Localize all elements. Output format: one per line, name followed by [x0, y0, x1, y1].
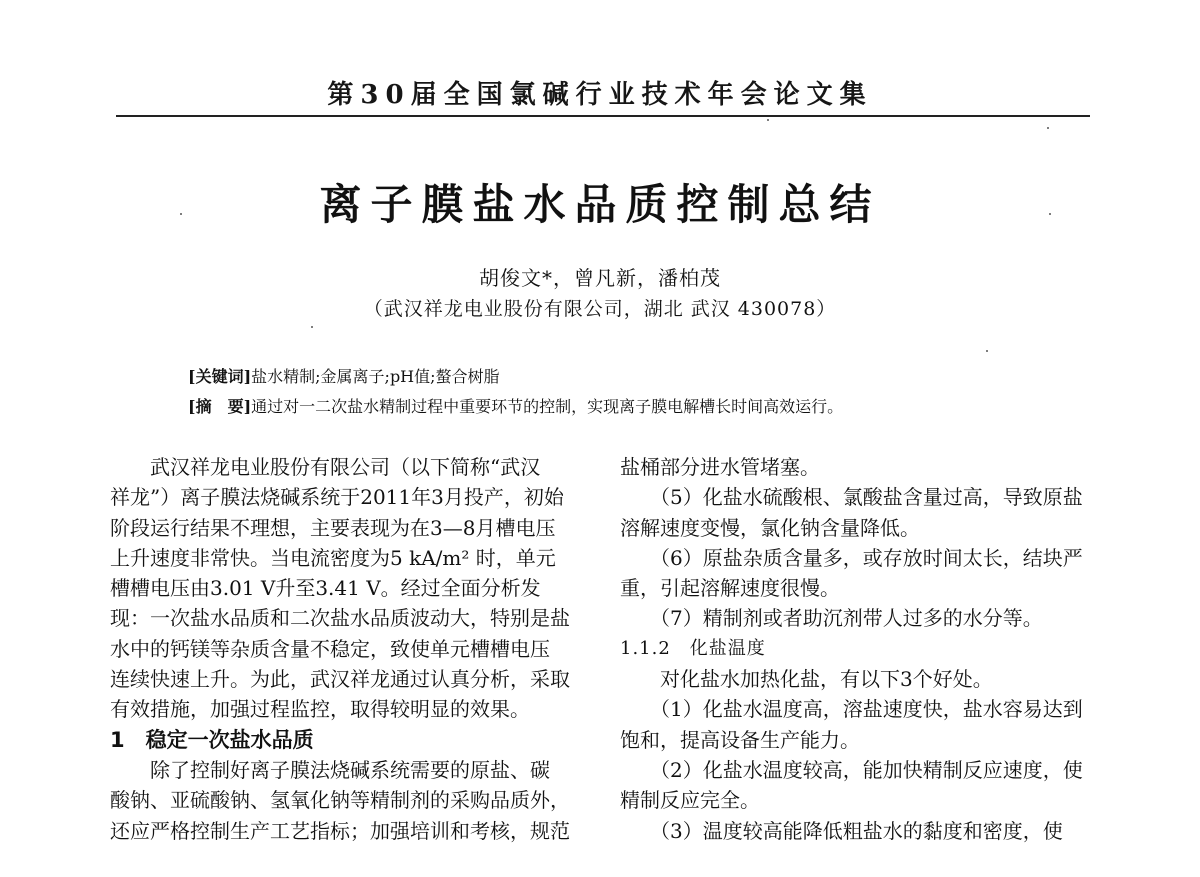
body-line: 阶段运行结果不理想，主要表现为在3—8月槽电压: [110, 515, 556, 540]
keywords-text: 盐水精制;金属离子;pH值;螯合树脂: [251, 367, 500, 386]
body-line: 祥龙”）离子膜法烧碱系统于2011年3月投产，初始: [110, 485, 564, 510]
body-line: 精制反应完全。: [620, 788, 760, 813]
right-column: [620, 452, 1100, 846]
body-line: （3）温度较高能降低粗盐水的黏度和密度，使: [620, 818, 1063, 843]
subsection-heading: 1.1.2 化盐温度: [620, 637, 766, 659]
body-line: （7）精制剂或者助沉剂带人过多的水分等。: [620, 606, 1043, 631]
body-line: （1）化盐水温度高，溶盐速度快，盐水容易达到: [620, 697, 1083, 722]
body-line: 有效措施，加强过程监控，取得较明显的效果。: [110, 697, 530, 722]
scan-speck: [311, 326, 313, 328]
body-line: （2）化盐水温度较高，能加快精制反应速度，使: [620, 757, 1083, 782]
header-divider: [116, 115, 1090, 117]
left-column: [110, 452, 588, 846]
body-line: 还应严格控制生产工艺指标；加强培训和考核，规范: [110, 818, 570, 843]
body-line: （5）化盐水硫酸根、氯酸盐含量过高，导致原盐: [620, 485, 1083, 510]
body-line: 酸钠、亚硫酸钠、氢氧化钠等精制剂的采购品质外，: [110, 788, 570, 813]
body-line: （6）原盐杂质含量多，或存放时间太长，结块严: [620, 545, 1083, 570]
body-line: 槽槽电压由3.01 V升至3.41 V。经过全面分析发: [110, 576, 541, 601]
body-line: 连续快速上升。为此，武汉祥龙通过认真分析，采取: [110, 667, 570, 692]
body-line: 对化盐水加热化盐，有以下3个好处。: [620, 667, 993, 692]
section-heading: 1 稳定一次盐水品质: [110, 727, 314, 752]
keywords-line: [188, 364, 500, 387]
keywords-tag: [关键词]: [188, 367, 252, 386]
body-line: 上升速度非常快。当电流密度为5 kA/m² 时，单元: [110, 545, 556, 570]
proceedings-header: 第30届全国氯碱行业技术年会论文集: [327, 80, 873, 110]
abstract-tag: [摘 要]: [188, 397, 252, 416]
scan-speck: [1047, 127, 1049, 129]
scan-speck: [986, 350, 988, 352]
abstract-text: 通过对一二次盐水精制过程中重要环节的控制，实现离子膜电解槽长时间高效运行。: [251, 397, 844, 416]
paper-title: 离子膜盐水品质控制总结: [319, 180, 881, 229]
body-line: 除了控制好离子膜法烧碱系统需要的原盐、碳: [110, 757, 550, 782]
body-line: 现：一次盐水品质和二次盐水品质波动大，特别是盐: [110, 606, 570, 631]
body-line: 饱和，提高设备生产能力。: [620, 727, 860, 752]
affiliation: （武汉祥龙电业股份有限公司，湖北 武汉 430078）: [363, 298, 837, 320]
body-line: 盐桶部分进水管堵塞。: [620, 455, 820, 479]
body-line: 重，引起溶解速度很慢。: [620, 576, 840, 601]
authors: 胡俊文*，曾凡新，潘柏茂: [479, 266, 721, 290]
body-line: 武汉祥龙电业股份有限公司（以下简称“武汉: [110, 455, 541, 479]
body-line: 水中的钙镁等杂质含量不稳定，致使单元槽槽电压: [110, 636, 550, 661]
scan-speck: [767, 119, 769, 121]
abstract-line: [188, 394, 843, 417]
body-line: 溶解速度变慢，氯化钠含量降低。: [620, 515, 920, 540]
